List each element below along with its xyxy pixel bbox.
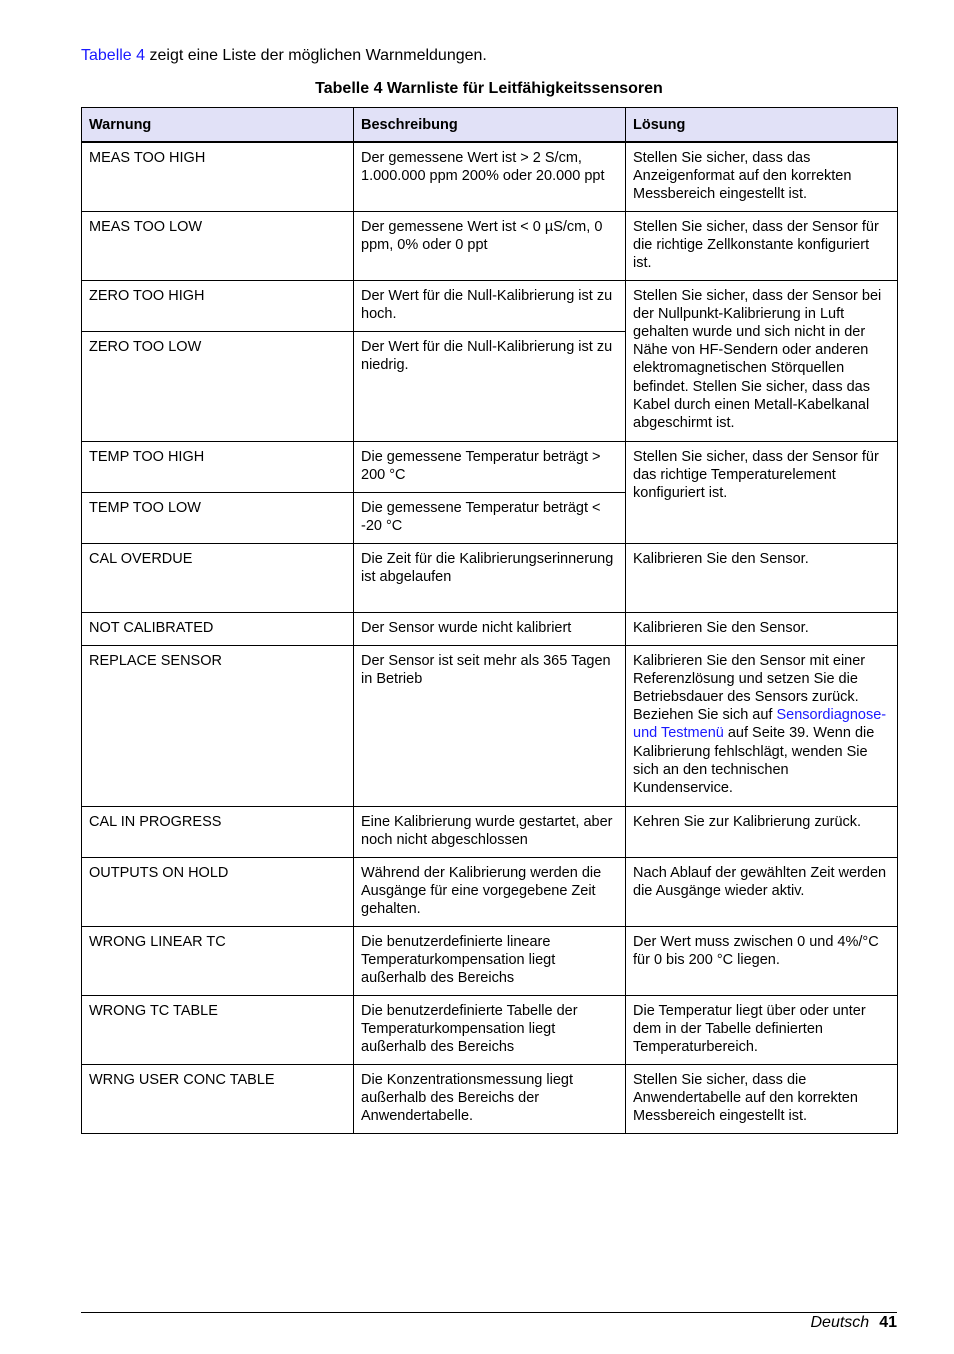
cell-loesung: Nach Ablauf der gewählten Zeit werden die Ausgänge wieder aktiv. (626, 857, 898, 926)
cell-warnung: NOT CALIBRATED (82, 612, 354, 645)
cell-loesung: Stellen Sie sicher, dass das Anzeigenformat auf den korrekten Messbereich eingestellt ist. (626, 142, 898, 211)
cell-loesung: Stellen Sie sicher, dass der Sensor für die richtige Zellkonstante konfiguriert ist. (626, 211, 898, 280)
cell-loesung: Stellen Sie sicher, dass der Sensor für das richtige Temperaturelement konfiguriert ist. (626, 441, 898, 543)
cell-beschreibung: Die Zeit für die Kalibrierungserinnerung ist abgelaufen (354, 543, 626, 612)
table-row (82, 543, 898, 612)
cell-beschreibung: Die Konzentrationsmessung liegt außerhalb des Bereichs der Anwendertabelle. (354, 1064, 626, 1133)
cell-beschreibung: Eine Kalibrierung wurde gestartet, aber noch nicht abgeschlossen (354, 806, 626, 857)
cell-beschreibung: Der gemessene Wert ist < 0 µS/cm, 0 ppm, 0% oder 0 ppt (354, 211, 626, 280)
cell-warnung: ZERO TOO HIGH (82, 280, 354, 331)
page-number: 41 (879, 1314, 897, 1331)
warning-table (81, 107, 898, 1134)
header-loesung: Lösung (626, 108, 898, 143)
footer-language: Deutsch (810, 1314, 870, 1331)
cell-warnung: MEAS TOO HIGH (82, 142, 354, 211)
cell-warnung: OUTPUTS ON HOLD (82, 857, 354, 926)
cell-warnung: CAL IN PROGRESS (82, 806, 354, 857)
cell-warnung: CAL OVERDUE (82, 543, 354, 612)
page-footer (811, 1313, 898, 1333)
cell-loesung: Die Temperatur liegt über oder unter dem in der Tabelle definierten Temperaturbereich. (626, 995, 898, 1064)
cell-beschreibung: Der Sensor wurde nicht kalibriert (354, 612, 626, 645)
cell-loesung: Stellen Sie sicher, dass die Anwendertabelle auf den korrekten Messbereich eingestellt ist. (626, 1064, 898, 1133)
table-row (82, 1064, 898, 1133)
intro-text: zeigt eine Liste der möglichen Warnmeldungen. (145, 47, 487, 64)
cell-warnung: WRONG LINEAR TC (82, 926, 354, 995)
cell-warnung: ZERO TOO LOW (82, 331, 354, 441)
table-reference-link[interactable]: Tabelle 4 (81, 47, 146, 64)
table-row (82, 995, 898, 1064)
table-row (82, 645, 898, 806)
cell-warnung: MEAS TOO LOW (82, 211, 354, 280)
table-row (82, 280, 898, 331)
cell-warnung: REPLACE SENSOR (82, 645, 354, 806)
sensor-diagnostics-link[interactable]: Sensordiagnose- und Testmenü (633, 707, 887, 742)
cell-warnung: WRNG USER CONC TABLE (82, 1064, 354, 1133)
table-row (82, 926, 898, 995)
loesung-text-pre: Kalibrieren Sie den Sensor mit einer Referenzlösung und setzen Sie die Betriebsdauer des Sensors zurück. Beziehen Sie sich auf (633, 652, 866, 724)
intro-paragraph (81, 46, 487, 66)
table-caption: Tabelle 4 Warnliste für Leitfähigkeitssensoren (315, 80, 663, 97)
cell-beschreibung: Die benutzerdefinierte lineare Temperaturkompensation liegt außerhalb des Bereichs (354, 926, 626, 995)
loesung-text-post: auf Seite 39. Wenn die Kalibrierung fehlschlägt, wenden Sie sich an den technischen Kundenservice. (633, 725, 875, 797)
table-header-row (82, 108, 898, 143)
footer-divider (81, 1312, 897, 1313)
header-beschreibung: Beschreibung (354, 108, 626, 143)
cell-beschreibung: Die gemessene Temperatur beträgt > 200 °C (354, 441, 626, 492)
table-row (82, 612, 898, 645)
table-row (82, 142, 898, 211)
cell-beschreibung: Während der Kalibrierung werden die Ausgänge für eine vorgegebene Zeit gehalten. (354, 857, 626, 926)
cell-beschreibung: Die gemessene Temperatur beträgt < -20 °C (354, 492, 626, 543)
cell-warnung: WRONG TC TABLE (82, 995, 354, 1064)
cell-beschreibung: Der Sensor ist seit mehr als 365 Tagen in Betrieb (354, 645, 626, 806)
cell-beschreibung: Die benutzerdefinierte Tabelle der Temperaturkompensation liegt außerhalb des Bereichs (354, 995, 626, 1064)
cell-loesung: Der Wert muss zwischen 0 und 4%/°C für 0 bis 200 °C liegen. (626, 926, 898, 995)
cell-loesung (626, 645, 898, 806)
cell-loesung: Stellen Sie sicher, dass der Sensor bei der Nullpunkt-Kalibrierung in Luft gehalten wurde und sich nicht in der Nähe von HF-Sendern oder anderen elektromagnetischen Störquellen befindet. Stellen Sie sicher, dass das Kabel durch einen Metall-Kabelkanal abgeschirmt ist. (626, 280, 898, 441)
table-row (82, 211, 898, 280)
cell-beschreibung: Der gemessene Wert ist > 2 S/cm, 1.000.000 ppm 200% oder 20.000 ppt (354, 142, 626, 211)
table-row (82, 857, 898, 926)
cell-warnung: TEMP TOO LOW (82, 492, 354, 543)
header-warnung: Warnung (82, 108, 354, 143)
cell-warnung: TEMP TOO HIGH (82, 441, 354, 492)
table-row (82, 806, 898, 857)
cell-loesung: Kehren Sie zur Kalibrierung zurück. (626, 806, 898, 857)
cell-loesung: Kalibrieren Sie den Sensor. (626, 543, 898, 612)
cell-loesung: Kalibrieren Sie den Sensor. (626, 612, 898, 645)
cell-beschreibung: Der Wert für die Null-Kalibrierung ist zu niedrig. (354, 331, 626, 441)
table-row (82, 441, 898, 492)
cell-beschreibung: Der Wert für die Null-Kalibrierung ist zu hoch. (354, 280, 626, 331)
